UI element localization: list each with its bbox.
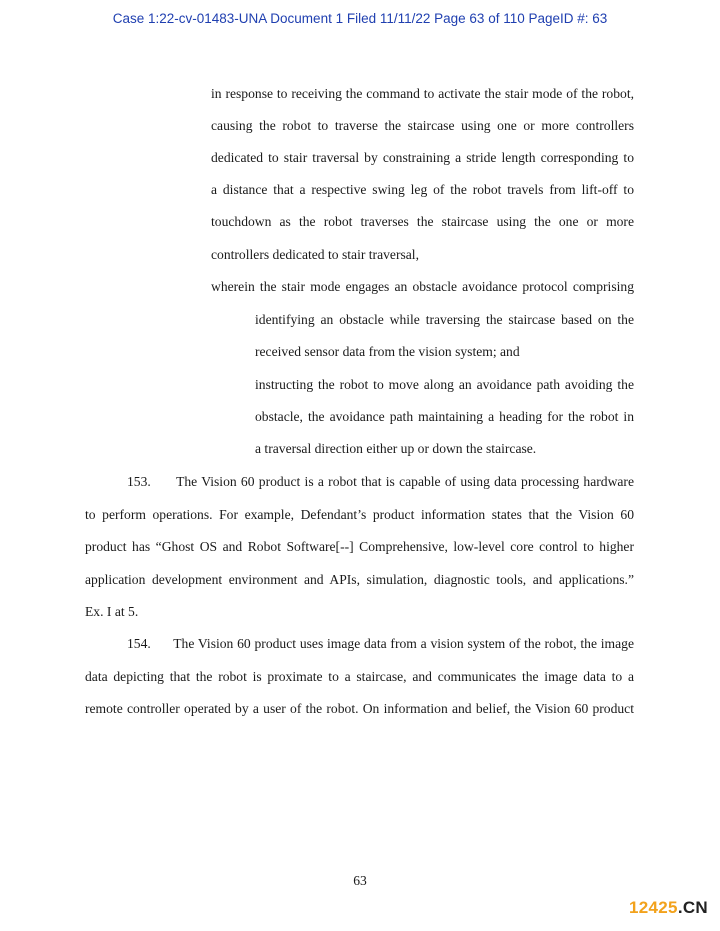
watermark-domain: .CN (677, 898, 708, 917)
claim-sub-line: instructing the robot to move along an avoidance path avoiding the (255, 377, 634, 392)
page-number: 63 (353, 873, 367, 888)
paragraph-153-line: 153. The Vision 60 product is a robot that is capable of using data processing hardware (127, 474, 634, 489)
case-header: Case 1:22-cv-01483-UNA Document 1 Filed 11/11/22 Page 63 of 110 PageID #: 63 (112, 11, 608, 26)
claim-line: in response to receiving the command to activate the stair mode of the robot, (211, 86, 634, 101)
paragraph-153-line: Ex. I at 5. (85, 604, 139, 619)
paragraph-153-line: product has “Ghost OS and Robot Software[--] Comprehensive, low-level core control to higher (85, 539, 634, 554)
paragraph-154-line: 154. The Vision 60 product uses image data from a vision system of the robot, the image (127, 636, 634, 651)
claim-sub-line: a traversal direction either up or down the staircase. (255, 441, 537, 456)
claim-line: touchdown as the robot traverses the staircase using the one or more (211, 214, 634, 229)
paragraph-154-line: data depicting that the robot is proximate to a staircase, and communicates the image data to a (85, 669, 634, 684)
watermark-logo (629, 898, 708, 918)
paragraph-153-line: to perform operations. For example, Defendant’s product information states that the Vision 60 (85, 507, 634, 522)
claim-wherein-line: wherein the stair mode engages an obstacle avoidance protocol comprising (211, 279, 634, 294)
claim-line: dedicated to stair traversal by constraining a stride length corresponding to (211, 150, 634, 165)
claim-sub-line: obstacle, the avoidance path maintaining a heading for the robot in (255, 409, 634, 424)
paragraph-153-line: application development environment and APIs, simulation, diagnostic tools, and applications.” (85, 572, 634, 587)
claim-line: controllers dedicated to stair traversal, (211, 247, 419, 262)
claim-sub-line: identifying an obstacle while traversing the staircase based on the (255, 312, 634, 327)
paragraph-154-line: remote controller operated by a user of the robot. On information and belief, the Vision 60 product (85, 701, 634, 716)
watermark-number: 12425 (629, 898, 678, 917)
claim-line: a distance that a respective swing leg of the robot travels from lift-off to (211, 182, 634, 197)
claim-line: causing the robot to traverse the staircase using one or more controllers (211, 118, 634, 133)
claim-sub-line: received sensor data from the vision system; and (255, 344, 520, 359)
